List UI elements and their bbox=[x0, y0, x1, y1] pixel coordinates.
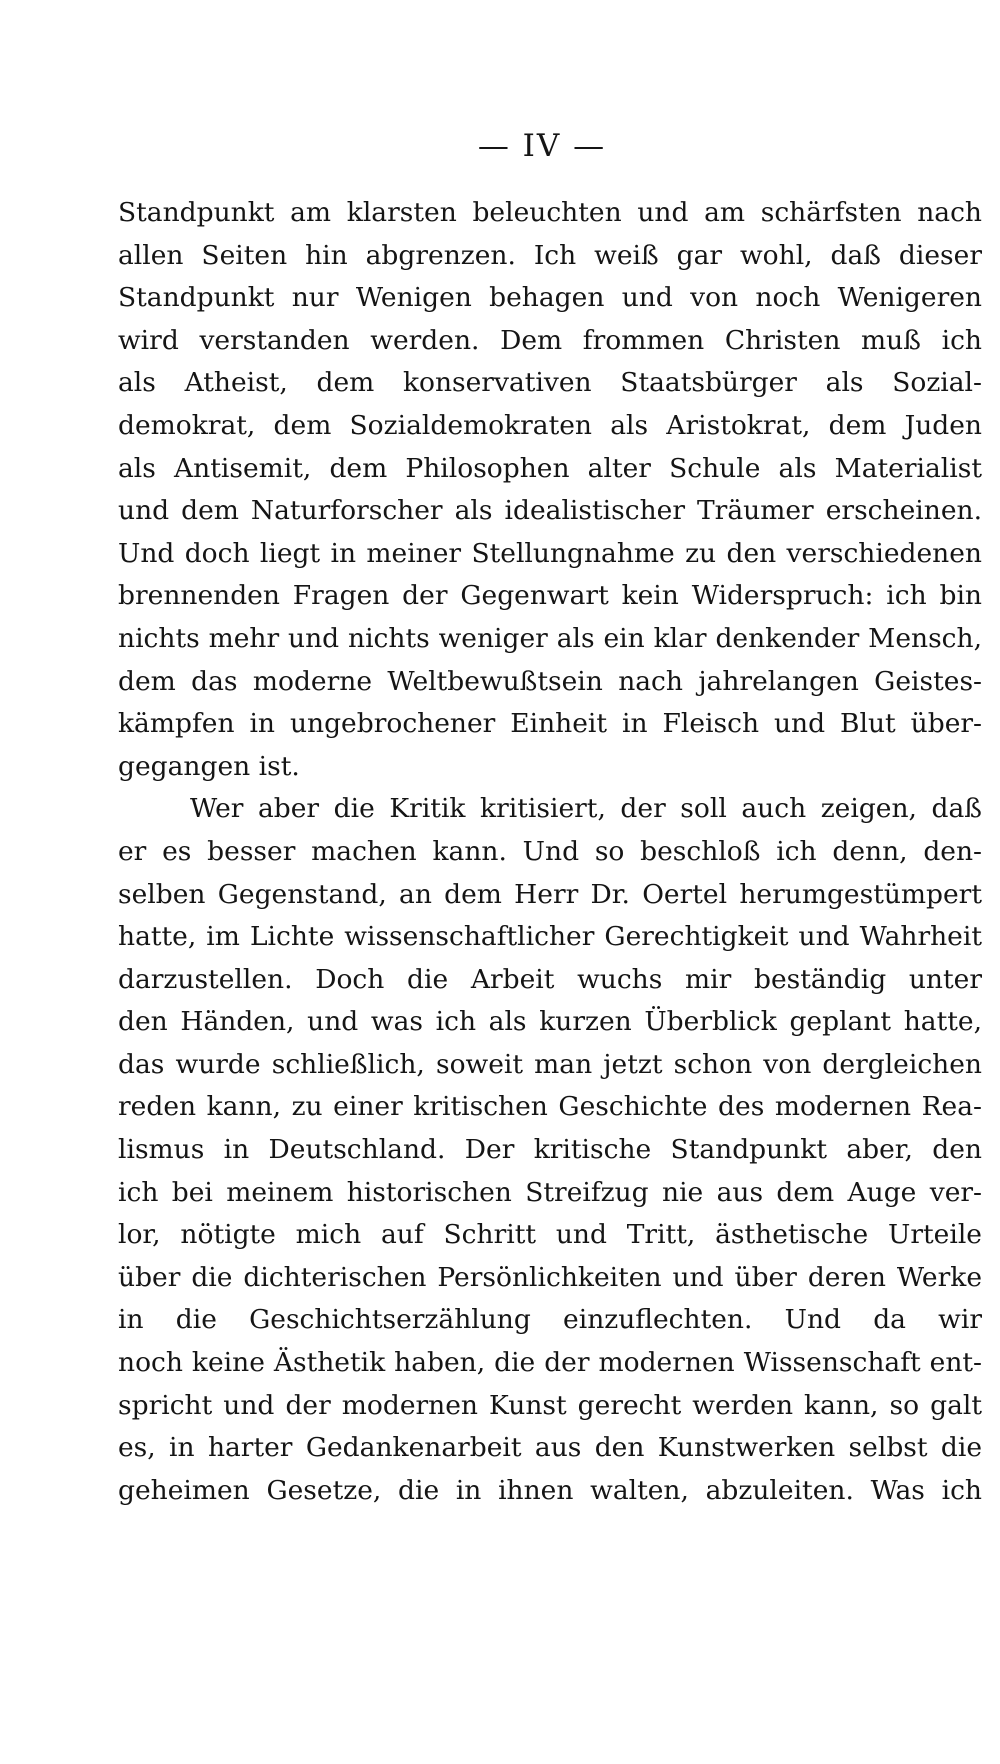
text-line: und dem Naturforscher als idealistischer Träumer erscheinen. bbox=[118, 495, 982, 527]
text-line: Wer aber die Kritik kritisiert, der soll auch zeigen, daß bbox=[190, 793, 982, 825]
text-line: in die Geschichtserzählung einzuflechten. Und da wir bbox=[118, 1304, 982, 1336]
text-line: den Händen, und was ich als kurzen Überblick geplant hatte, bbox=[118, 1006, 982, 1038]
text-line: geheimen Gesetze, die in ihnen walten, abzuleiten. Was ich bbox=[118, 1474, 982, 1506]
text-line: Standpunkt am klarsten beleuchten und am schärfsten nach bbox=[118, 197, 982, 228]
body-text bbox=[118, 192, 982, 1512]
text-line: es, in harter Gedankenarbeit aus den Kunstwerken selbst die bbox=[118, 1432, 982, 1464]
text-line: Standpunkt nur Wenigen behagen und von noch Wenigeren bbox=[118, 282, 982, 314]
text-line: gegangen ist. bbox=[118, 750, 300, 782]
paragraph-2 bbox=[118, 788, 982, 1512]
text-line: brennenden Fragen der Gegenwart kein Widerspruch: ich bin bbox=[118, 580, 982, 612]
text-line: nichts mehr und nichts weniger als ein klar denkender Mensch, bbox=[118, 622, 982, 654]
text-line: selben Gegenstand, an dem Herr Dr. Oertel herumgestümpert bbox=[118, 878, 982, 910]
text-line: kämpfen in ungebrochener Einheit in Fleisch und Blut über- bbox=[118, 708, 982, 740]
text-line: demokrat, dem Sozialdemokraten als Aristokrat, dem Juden bbox=[118, 409, 982, 441]
text-line: spricht und der modernen Kunst gerecht werden kann, so galt bbox=[118, 1389, 982, 1421]
text-line: darzustellen. Doch die Arbeit wuchs mir beständig unter bbox=[118, 963, 982, 995]
text-line: lor, nötigte mich auf Schritt und Tritt, ästhetische Urteile bbox=[118, 1219, 982, 1251]
text-line: allen Seiten hin abgrenzen. Ich weiß gar wohl, daß dieser bbox=[118, 239, 982, 271]
text-line: über die dichterischen Persönlichkeiten und über deren Werke bbox=[118, 1261, 982, 1293]
text-line: als Antisemit, dem Philosophen alter Schule als Materialist bbox=[118, 452, 982, 484]
text-line: das wurde schließlich, soweit man jetzt schon von dergleichen bbox=[118, 1048, 982, 1080]
text-line: reden kann, zu einer kritischen Geschichte des modernen Rea- bbox=[118, 1091, 982, 1123]
text-line: dem das moderne Weltbewußtsein nach jahrelangen Geistes- bbox=[118, 665, 982, 697]
paragraph-1 bbox=[118, 192, 982, 788]
text-line: er es besser machen kann. Und so beschloß ich denn, den- bbox=[118, 835, 982, 867]
text-line: lismus in Deutschland. Der kritische Standpunkt aber, den bbox=[118, 1134, 982, 1166]
text-line: wird verstanden werden. Dem frommen Christen muß ich bbox=[118, 324, 982, 356]
text-line: als Atheist, dem konservativen Staatsbürger als Sozial- bbox=[118, 367, 982, 399]
text-line: hatte, im Lichte wissenschaftlicher Gerechtigkeit und Wahrheit bbox=[118, 921, 982, 953]
text-line: ich bei meinem historischen Streifzug nie aus dem Auge ver- bbox=[118, 1176, 982, 1208]
text-line: noch keine Ästhetik haben, die der modernen Wissenschaft ent- bbox=[118, 1347, 982, 1379]
text-line: Und doch liegt in meiner Stellungnahme zu den verschiedenen bbox=[118, 537, 982, 569]
page-number: — IV — bbox=[477, 128, 607, 164]
